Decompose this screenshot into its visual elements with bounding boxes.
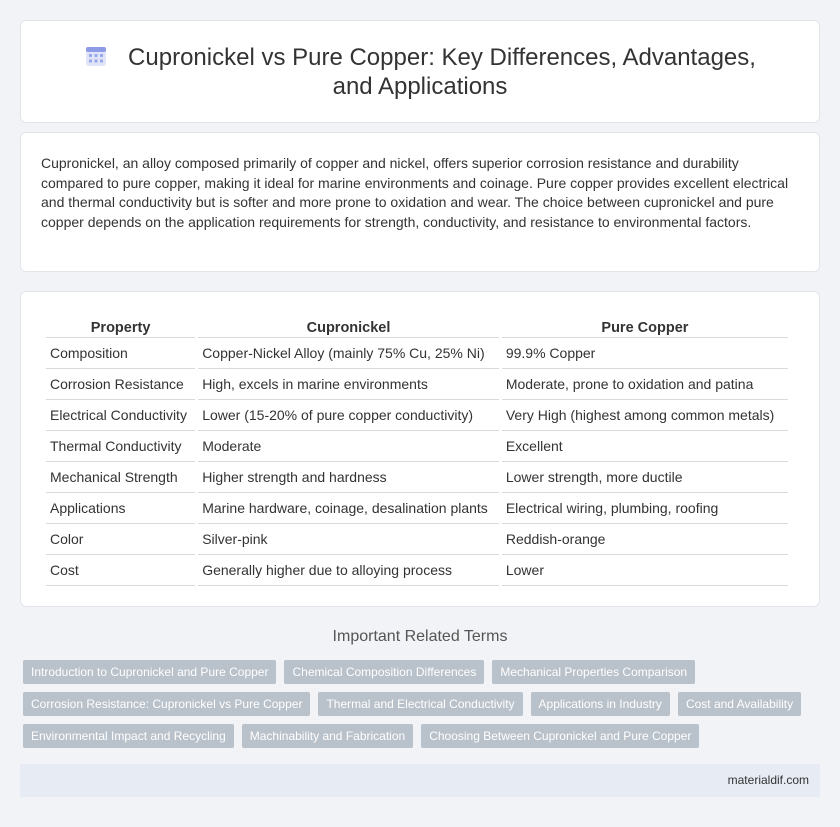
related-term-tag[interactable]: Cost and Availability bbox=[678, 692, 801, 716]
page-title: Cupronickel vs Pure Copper: Key Differences, Advantages, and Applications bbox=[128, 44, 756, 100]
table-row bbox=[46, 338, 788, 369]
table-cell: Applications bbox=[46, 493, 195, 524]
related-terms-tags bbox=[23, 660, 823, 756]
tag-row bbox=[23, 660, 823, 684]
table-cell: Excellent bbox=[502, 431, 788, 462]
table-cell: Silver-pink bbox=[198, 524, 499, 555]
calendar-grid-icon bbox=[84, 44, 108, 68]
comparison-table-card bbox=[20, 291, 820, 607]
related-term-tag[interactable]: Applications in Industry bbox=[531, 692, 670, 716]
table-row bbox=[46, 493, 788, 524]
table-row bbox=[46, 431, 788, 462]
table-cell: Marine hardware, coinage, desalination plants bbox=[198, 493, 499, 524]
related-term-tag[interactable]: Choosing Between Cupronickel and Pure Copper bbox=[421, 724, 699, 748]
table-cell: Lower strength, more ductile bbox=[502, 462, 788, 493]
related-term-tag[interactable]: Machinability and Fabrication bbox=[242, 724, 413, 748]
table-cell: 99.9% Copper bbox=[502, 338, 788, 369]
related-terms-heading: Important Related Terms bbox=[332, 628, 508, 645]
related-term-tag[interactable]: Mechanical Properties Comparison bbox=[492, 660, 695, 684]
table-cell: Thermal Conductivity bbox=[46, 431, 195, 462]
table-cell: Electrical Conductivity bbox=[46, 400, 195, 431]
header-card bbox=[20, 20, 820, 123]
table-cell: Very High (highest among common metals) bbox=[502, 400, 788, 431]
table-cell: Lower (15-20% of pure copper conductivity) bbox=[198, 400, 499, 431]
table-cell: Electrical wiring, plumbing, roofing bbox=[502, 493, 788, 524]
related-term-tag[interactable]: Chemical Composition Differences bbox=[284, 660, 484, 684]
table-row bbox=[46, 555, 788, 586]
header-property: Property bbox=[46, 315, 195, 338]
table-cell: Copper-Nickel Alloy (mainly 75% Cu, 25% Ni) bbox=[198, 338, 499, 369]
table-row bbox=[46, 524, 788, 555]
intro-paragraph: Cupronickel, an alloy composed primarily of copper and nickel, offers superior corrosion resistance and durability compared to pure copper, making it ideal for marine environments and coinage. Pure copper provides excellent electrical and thermal conductivity but is softer and more prone to oxidation and wear. The choice between cupronickel and pure copper depends on the application requirements for strength, conductivity, and resistance to environmental factors. bbox=[41, 155, 789, 230]
tag-row bbox=[23, 692, 823, 716]
related-term-tag[interactable]: Environmental Impact and Recycling bbox=[23, 724, 234, 748]
title-wrap bbox=[21, 43, 819, 101]
table-cell: Lower bbox=[502, 555, 788, 586]
table-cell: Moderate bbox=[198, 431, 499, 462]
table-cell: Composition bbox=[46, 338, 195, 369]
table-row bbox=[46, 462, 788, 493]
table-cell: Mechanical Strength bbox=[46, 462, 195, 493]
intro-card bbox=[20, 132, 820, 272]
footer-site-link[interactable]: materialdif.com bbox=[727, 773, 809, 787]
table-cell: Higher strength and hardness bbox=[198, 462, 499, 493]
table-cell: Color bbox=[46, 524, 195, 555]
related-term-tag[interactable]: Introduction to Cupronickel and Pure Copper bbox=[23, 660, 276, 684]
related-term-tag[interactable]: Corrosion Resistance: Cupronickel vs Pure Copper bbox=[23, 692, 310, 716]
related-term-tag[interactable]: Thermal and Electrical Conductivity bbox=[318, 692, 522, 716]
footer bbox=[20, 764, 820, 797]
table-row bbox=[46, 369, 788, 400]
table-cell: Generally higher due to alloying process bbox=[198, 555, 499, 586]
header-pure-copper: Pure Copper bbox=[502, 315, 788, 338]
table-cell: Reddish-orange bbox=[502, 524, 788, 555]
table-cell: Moderate, prone to oxidation and patina bbox=[502, 369, 788, 400]
table-row bbox=[46, 400, 788, 431]
tag-row bbox=[23, 724, 823, 748]
comparison-table bbox=[43, 315, 791, 586]
table-cell: Corrosion Resistance bbox=[46, 369, 195, 400]
table-cell: High, excels in marine environments bbox=[198, 369, 499, 400]
table-header-row bbox=[46, 315, 788, 338]
header-cupronickel: Cupronickel bbox=[198, 315, 499, 338]
table-cell: Cost bbox=[46, 555, 195, 586]
